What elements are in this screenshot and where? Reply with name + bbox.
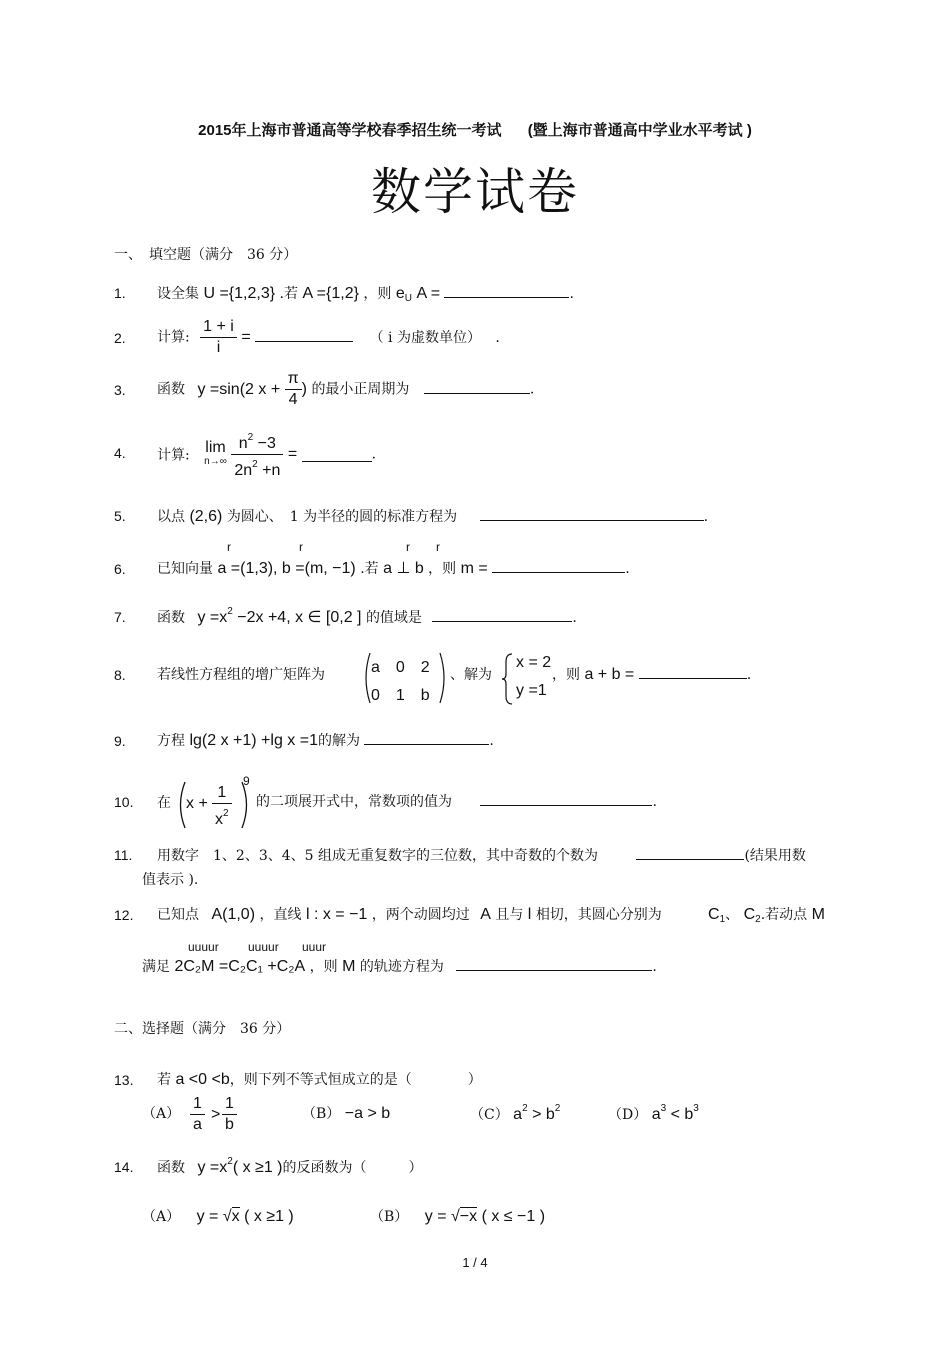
q7-end: .	[572, 610, 577, 626]
q14-b-y: y =	[424, 1208, 447, 1225]
q13-text: ，则下列不等式恒成立的是（ ）	[229, 1072, 482, 1088]
question-number: 2.	[114, 330, 126, 346]
q12-centers	[708, 904, 825, 925]
q2-numerator: 1 + i	[200, 317, 237, 338]
q5-end: .	[703, 509, 709, 525]
q12-text-5: .若动点	[760, 907, 808, 923]
q9-lead: 方程	[157, 733, 185, 749]
q1-lead: 设全集	[157, 286, 199, 302]
q12-text-7: 的轨迹方程为	[359, 959, 444, 975]
question-14	[157, 1156, 422, 1177]
q7-exp: 2	[227, 606, 233, 617]
q13-option-d[interactable]	[608, 1103, 699, 1124]
q6-perp: a ⊥ b	[383, 560, 424, 577]
q6-vectors: a =(1,3), b =(m, −1)	[217, 560, 356, 577]
q13-d-b: < b	[666, 1106, 694, 1123]
header-title: 2015年上海市普通高等学校春季招生统一考试	[198, 122, 502, 139]
q13-condition: a <0 <b	[175, 1071, 230, 1088]
q12-c2: C	[743, 906, 756, 923]
q8-solution-x: x = 2	[516, 654, 552, 671]
q13-d-a: a	[651, 1106, 661, 1123]
q4-lim-sub: n→∞	[204, 455, 227, 467]
q12-c1-sub: 1	[719, 914, 726, 925]
q1-math-a: A =	[416, 285, 441, 302]
q7-lead: 函数	[157, 610, 185, 626]
q8-lead: 若线性方程组的增广矩阵为	[157, 667, 325, 683]
q13-b-num: 1	[222, 1094, 237, 1115]
q13-option-b-math: −a > b	[344, 1105, 391, 1122]
q8-solution-y: y =1	[516, 682, 547, 699]
answer-blank[interactable]	[639, 664, 747, 679]
q8-sum: a + b =	[584, 666, 635, 683]
q12-text-4: 相切，其圆心分别为	[535, 907, 662, 923]
q6-lead: 已知向量	[157, 561, 213, 577]
q13-d-exp-2: 3	[693, 1103, 699, 1114]
q4-num-rest: −3	[253, 435, 276, 452]
q1-end: .	[569, 286, 574, 302]
q8-text-then: ，则	[552, 667, 580, 683]
question-number: 4.	[114, 445, 126, 461]
q5-point: (2,6)	[189, 508, 223, 525]
q3-end: .	[529, 381, 535, 398]
q9-text: 的解为	[317, 733, 360, 749]
vector-arrow-mark: r	[406, 540, 410, 554]
answer-blank[interactable]	[364, 730, 489, 745]
q4-den-rest: +n	[257, 462, 281, 479]
q10-x-plus: x +	[186, 795, 208, 812]
question-number: 7.	[114, 609, 126, 625]
q12-point-a: A(1,0)	[211, 906, 256, 923]
question-number: 11.	[114, 847, 133, 863]
q13-option-a-label[interactable]: （A）	[142, 1106, 181, 1122]
q13-option-c-label: （C）	[470, 1107, 509, 1123]
q4-exp-2: 2	[252, 459, 258, 470]
question-10	[256, 791, 657, 811]
q14-option-b[interactable]	[370, 1206, 545, 1226]
q6-end: .	[625, 561, 630, 577]
q4-end: .	[371, 446, 377, 463]
q10-x: x	[215, 811, 223, 828]
q6-m: m =	[460, 560, 488, 577]
answer-blank[interactable]	[432, 607, 572, 622]
q14-a-sqrt: √x	[222, 1208, 240, 1225]
q8-end: .	[746, 667, 752, 683]
q3-numerator: π	[285, 369, 302, 390]
question-2	[157, 317, 500, 358]
question-6	[157, 558, 630, 578]
q1-complement: e	[395, 285, 405, 302]
q14-b-radicand: −x	[459, 1208, 478, 1225]
q3-function: y =sin(2 x +	[197, 380, 281, 398]
q12-text-3: 且与	[495, 907, 524, 923]
q14-function: y =x	[197, 1159, 228, 1176]
question-1	[157, 283, 574, 304]
q13-option-a-frac-2	[222, 1094, 237, 1135]
vector-arrow-mark: r	[436, 540, 440, 554]
q10-numerator: 1	[212, 783, 232, 804]
answer-blank[interactable]	[424, 379, 530, 394]
q13-d-exp: 3	[660, 1103, 667, 1114]
q7-function-rest: −2x +4, x ∈ [0,2 ]	[232, 609, 362, 626]
q12-vector-mark-3: uuur	[302, 940, 327, 954]
q12-end: .	[652, 959, 657, 975]
q14-option-a[interactable]	[142, 1206, 294, 1226]
q2-note: （ i 为虚数单位）	[369, 329, 481, 346]
q13-option-d-label: （D）	[608, 1107, 648, 1123]
q8-brace	[501, 652, 515, 706]
q10-text: 的二项展开式中，常数项的值为	[256, 794, 452, 810]
q10-power: 9	[243, 774, 250, 788]
question-13	[157, 1069, 482, 1089]
q14-exp: 2	[227, 1156, 233, 1167]
q14-option-a-label: （A）	[142, 1209, 181, 1225]
page-number: 1 / 4	[462, 1255, 488, 1270]
question-12	[157, 904, 662, 924]
question-7	[157, 606, 577, 627]
q13-c-exp: 2	[522, 1103, 528, 1114]
q7-text: 的值域是	[365, 610, 422, 626]
question-number: 14.	[114, 1159, 134, 1175]
q2-equals: =	[241, 328, 251, 346]
q2-lead: 计算:	[157, 329, 190, 346]
q4-equals: =	[287, 445, 298, 463]
q14-lead: 函数	[157, 1160, 185, 1176]
header-subtitle: (暨上海市普通高中学业水平考试 )	[527, 122, 752, 139]
q1-text-2: ，则	[363, 286, 392, 302]
q13-a-den: a	[193, 1116, 202, 1133]
question-number: 3.	[114, 382, 126, 398]
question-3	[157, 369, 534, 410]
q5-text: 为圆心、 1 为半径的圆的标准方程为	[226, 509, 458, 525]
q12-m-2: M	[342, 958, 356, 975]
q8-text: 、解为	[450, 667, 492, 683]
q4-lead: 计算:	[157, 447, 190, 464]
q9-equation: lg(2 x +1) +lg x =1	[189, 732, 318, 749]
q1-text: .若	[279, 286, 298, 302]
section-fill-in: 一、 填空题（满分 36 分）	[114, 247, 298, 263]
q4-exp: 2	[247, 432, 254, 443]
q13-option-c[interactable]	[470, 1103, 560, 1124]
q12-m: M	[811, 906, 825, 923]
question-number: 6.	[114, 561, 126, 577]
question-number: 1.	[114, 285, 126, 301]
q4-numerator	[231, 428, 283, 455]
q12-vector-mark-2: uuuur	[248, 940, 279, 954]
q12-l: l	[527, 906, 532, 923]
q12-line-2	[142, 956, 657, 976]
q8-matrix-row-2: 0 1 b	[371, 687, 430, 704]
q11-text: 用数字 1、2、3、4、5 组成无重复数字的三位数，其中奇数的个数为	[157, 848, 598, 864]
q3-lead: 函数	[157, 381, 185, 398]
q10-exp: 2	[223, 808, 229, 819]
q12-vector-mark-1: uuuur	[188, 940, 219, 954]
q4-denominator	[231, 455, 283, 481]
answer-blank[interactable]	[480, 506, 704, 521]
q8-matrix-row-1: a 0 2	[371, 659, 430, 676]
q6-text: .若	[360, 561, 379, 577]
question-9	[157, 730, 494, 750]
q4-2n: 2n	[234, 462, 253, 479]
q4-fraction	[231, 428, 283, 481]
q14-b-sqrt: √−x	[451, 1208, 478, 1225]
q7-function: y =x	[197, 609, 228, 626]
vector-arrow-mark: r	[227, 540, 231, 554]
q13-option-b-label: （B）	[302, 1106, 341, 1122]
answer-blank[interactable]	[636, 845, 744, 860]
q10-lead: 在	[157, 795, 171, 811]
q12-satisfy: 满足	[142, 959, 170, 975]
q1-complement-sub: U	[404, 293, 412, 304]
q1-math-set-a: A ={1,2}	[302, 285, 359, 302]
q10-denominator	[212, 804, 232, 830]
q2-denominator: i	[216, 339, 221, 356]
q13-c-b: > b	[527, 1106, 555, 1123]
q9-end: .	[489, 733, 494, 749]
question-number: 5.	[114, 508, 126, 524]
q8-text-2	[552, 664, 751, 684]
q1-math-set-u: U ={1,2,3}	[203, 285, 276, 302]
q11-line-2: 值表示 ).	[142, 872, 199, 888]
q10-end: .	[652, 794, 657, 810]
q13-option-b[interactable]	[302, 1103, 390, 1123]
page-title: 数学试卷	[371, 163, 579, 221]
answer-blank[interactable]	[456, 956, 652, 971]
answer-blank[interactable]	[480, 791, 652, 806]
q13-lead: 若	[157, 1072, 171, 1088]
question-number: 10.	[114, 794, 134, 810]
section-multiple-choice: 二、选择题（满分 36 分）	[114, 1021, 291, 1037]
question-number: 13.	[114, 1072, 134, 1088]
vector-arrow-mark: r	[299, 540, 303, 554]
answer-blank[interactable]	[492, 558, 625, 573]
q3-fraction	[285, 369, 302, 410]
q14-a-y: y =	[196, 1208, 219, 1225]
q12-text-6: ，则	[309, 959, 338, 975]
question-number: 12.	[114, 907, 134, 923]
q10-fraction	[212, 783, 232, 830]
q14-a-condition: ( x ≥1 )	[244, 1208, 294, 1225]
q5-lead: 以点	[157, 509, 185, 525]
q12-vector-equation: 2C₂M =C₂C₁ +C₂A	[174, 958, 306, 975]
q3-paren: )	[301, 380, 307, 398]
q14-domain: ( x ≥1 )	[232, 1159, 283, 1176]
q12-text-1: ，直线	[259, 907, 302, 923]
question-5	[157, 506, 708, 526]
q12-lead: 已知点	[157, 907, 199, 923]
q14-text: 的反函数为（ ）	[282, 1160, 423, 1176]
q12-text-2: ，两个动圆均过	[371, 907, 470, 923]
q12-a: A	[480, 906, 491, 923]
question-number: 8.	[114, 667, 126, 683]
question-11	[157, 845, 806, 865]
q4-lim: lim	[205, 438, 226, 456]
q2-fraction	[200, 317, 237, 358]
q6-text-2: ，则	[428, 561, 457, 577]
q2-end: .	[495, 329, 500, 346]
q14-b-condition: ( x ≤ −1 )	[481, 1208, 546, 1225]
q12-sep: 、	[725, 907, 740, 923]
q12-c1: C	[708, 906, 720, 923]
question-number: 9.	[114, 733, 126, 749]
q13-a-num: 1	[190, 1094, 205, 1115]
q4-limit	[204, 438, 227, 469]
answer-blank[interactable]	[444, 283, 569, 298]
q14-a-radicand: x	[231, 1208, 240, 1225]
q11-tail: (结果用数	[744, 848, 806, 864]
q12-c2-sub: 2	[755, 914, 761, 925]
q3-denominator: 4	[288, 391, 298, 408]
answer-blank[interactable]	[255, 327, 353, 342]
q12-line-l: l : x = −1	[305, 906, 368, 923]
q13-option-a-gt: >	[211, 1106, 221, 1123]
q3-text: 的最小正周期为	[311, 381, 410, 398]
exam-header	[0, 119, 950, 140]
question-4	[157, 428, 376, 481]
q13-option-a-frac-1	[190, 1094, 205, 1135]
q4-n: n	[238, 435, 248, 452]
q13-b-den: b	[225, 1116, 234, 1133]
q13-c-a: a	[513, 1106, 523, 1123]
q13-c-exp-2: 2	[554, 1103, 561, 1114]
q14-option-b-label: （B）	[370, 1209, 409, 1225]
answer-blank[interactable]	[302, 447, 372, 462]
